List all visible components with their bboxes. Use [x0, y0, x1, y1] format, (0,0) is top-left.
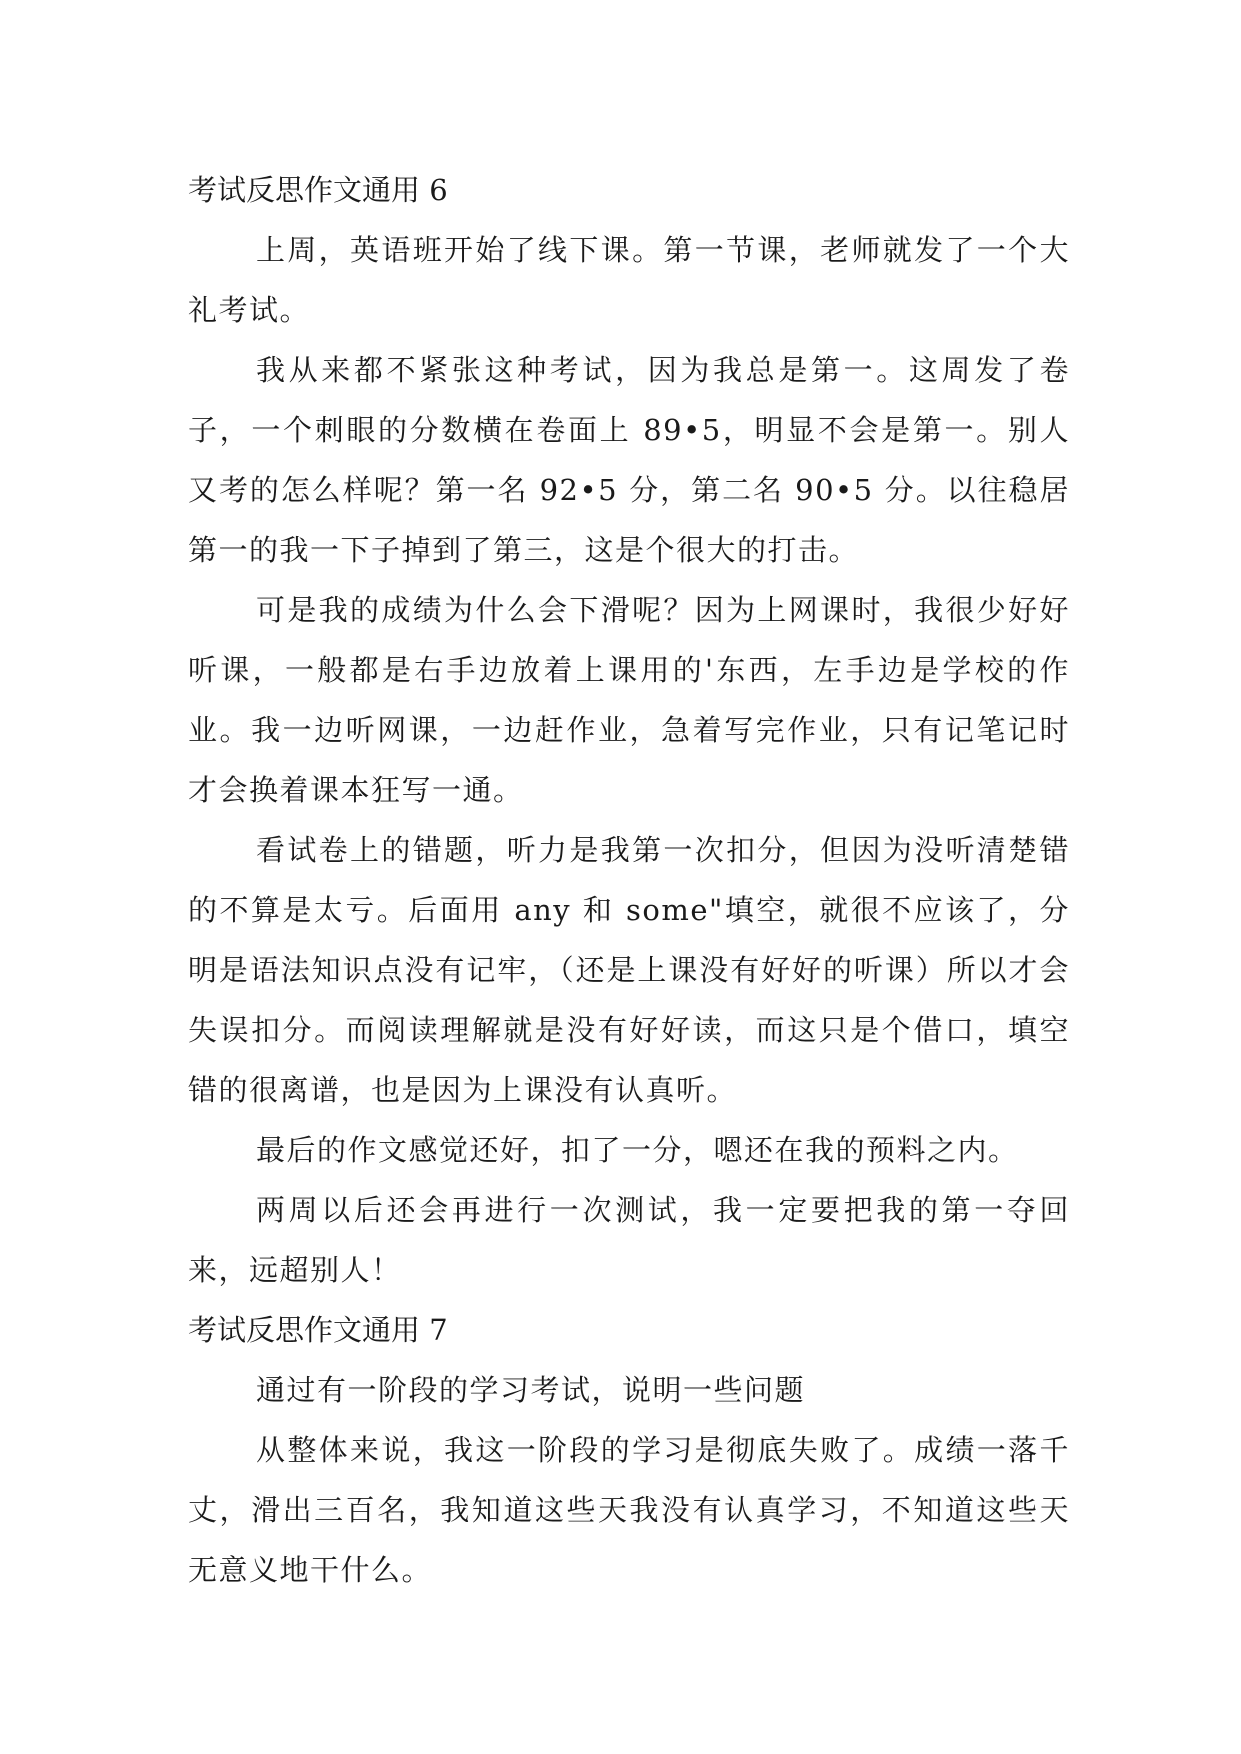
- essay-section-6: [188, 160, 1070, 1300]
- paragraph: 上周，英语班开始了线下课。第一节课，老师就发了一个大礼考试。: [188, 233, 1070, 327]
- paragraph: 通过有一阶段的学习考试，说明一些问题: [256, 1373, 806, 1407]
- paragraph: 可是我的成绩为什么会下滑呢？因为上网课时，我很少好好听课，一般都是右手边放着上课用的'东西，左手边是学校的作业。我一边听网课，一边赶作业，急着写完作业，只有记笔记时才会换着课本狂写一通。: [188, 593, 1070, 807]
- essay-section-7: [188, 1300, 1070, 1600]
- paragraph: 我从来都不紧张这种考试，因为我总是第一。这周发了卷子，一个刺眼的分数横在卷面上 89•5，明显不会是第一。别人又考的怎么样呢？第一名 92•5 分，第二名 90•5 分。以往稳居第一的我一下子掉到了第三，这是个很大的打击。: [188, 353, 1070, 567]
- paragraph: 两周以后还会再进行一次测试，我一定要把我的第一夺回来，远超别人！: [188, 1193, 1070, 1287]
- document-body: [188, 160, 1070, 1600]
- paragraph: 从整体来说，我这一阶段的学习是彻底失败了。成绩一落千丈，滑出三百名，我知道这些天我没有认真学习，不知道这些天无意义地干什么。: [188, 1433, 1070, 1587]
- paragraph: 看试卷上的错题，听力是我第一次扣分，但因为没听清楚错的不算是太亏。后面用 any 和 some"填空，就很不应该了，分明是语法知识点没有记牢，（还是上课没有好好的听课）所以才会失误扣分。而阅读理解就是没有好好读，而这只是个借口，填空错的很离谱，也是因为上课没有认真听。: [188, 833, 1070, 1107]
- section-title: 考试反思作文通用 7: [188, 1313, 448, 1347]
- paragraph: 最后的作文感觉还好，扣了一分，嗯还在我的预料之内。: [256, 1133, 1019, 1167]
- section-title: 考试反思作文通用 6: [188, 173, 448, 207]
